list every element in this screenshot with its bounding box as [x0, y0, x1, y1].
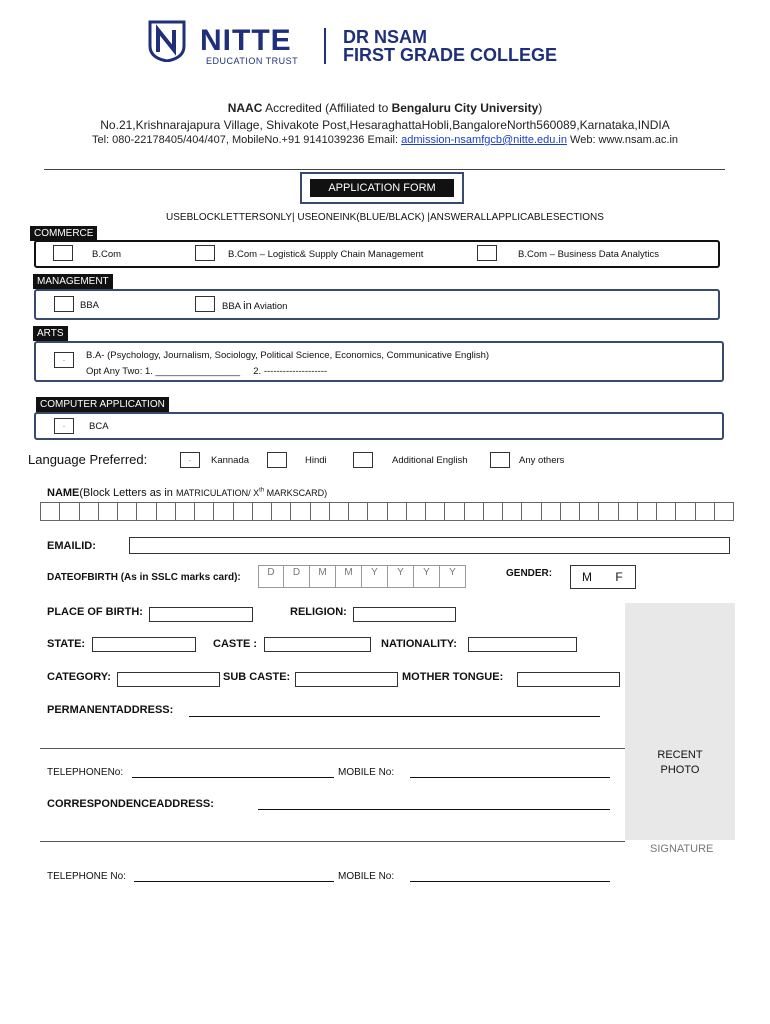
name-letter-box[interactable]: [484, 502, 503, 521]
instructions: USEBLOCKLETTERSONLY| USEONEINK(BLUE/BLACK) |ANSWERALLAPPLICABLESECTIONS: [166, 212, 604, 223]
any-others-label: Any others: [519, 455, 565, 466]
logo-subtitle: EDUCATION TRUST: [206, 56, 299, 66]
mother-tongue-field[interactable]: [517, 672, 620, 687]
telephone1-label: TELEPHONENo:: [47, 767, 124, 778]
dob-cell: M: [310, 565, 336, 588]
mobile2-label: MOBILE No:: [338, 871, 395, 882]
permanent-address-line2[interactable]: [40, 748, 625, 749]
sub-caste-label: SUB CASTE:: [223, 671, 291, 683]
name-letter-box[interactable]: [542, 502, 561, 521]
header-divider: [44, 169, 725, 170]
gender-m[interactable]: M: [582, 570, 592, 584]
name-letter-box[interactable]: [234, 502, 253, 521]
name-letter-box[interactable]: [657, 502, 676, 521]
dob-cell: Y: [362, 565, 388, 588]
email-link[interactable]: admission-nsamfgcb@nitte.edu.in: [401, 134, 567, 146]
college-name-line1: DR NSAM: [343, 27, 427, 47]
bca-label: BCA: [89, 421, 109, 432]
name-letter-box[interactable]: [426, 502, 445, 521]
mother-tongue-label: MOTHER TONGUE:: [402, 671, 504, 683]
religion-field[interactable]: [353, 607, 456, 622]
dob-field[interactable]: [258, 565, 466, 588]
name-letter-box[interactable]: [445, 502, 464, 521]
name-letter-box[interactable]: [291, 502, 310, 521]
section-management-label: MANAGEMENT: [33, 274, 113, 289]
bba-label: BBA: [80, 300, 100, 311]
kannada-checkbox[interactable]: .: [180, 452, 200, 468]
name-letter-box[interactable]: [137, 502, 156, 521]
mobile2-line[interactable]: [410, 881, 610, 882]
gender-f[interactable]: F: [615, 570, 623, 584]
name-letter-box[interactable]: [676, 502, 695, 521]
bcom-data-analytics-checkbox[interactable]: [477, 245, 497, 261]
bca-checkbox[interactable]: .: [54, 418, 74, 434]
state-field[interactable]: [92, 637, 196, 652]
name-letter-box[interactable]: [638, 502, 657, 521]
mobile1-line[interactable]: [410, 777, 610, 778]
name-letter-box[interactable]: [60, 502, 79, 521]
state-label: STATE:: [47, 638, 86, 650]
contact-line: Tel: 080-22178405/404/407, MobileNo.+91 9141039236 Email: admission-nsamfgcb@nitte.edu.in Web: www.nsam.ac.in: [91, 134, 679, 146]
bcom-checkbox[interactable]: [53, 245, 73, 261]
additional-english-checkbox[interactable]: [353, 452, 373, 468]
additional-english-label: Additional English: [392, 455, 468, 466]
email-label: EMAILID:: [47, 540, 96, 552]
kannada-label: Kannada: [211, 455, 250, 466]
permanent-address-line[interactable]: [189, 716, 600, 717]
name-letter-box[interactable]: [118, 502, 137, 521]
section-computer-box: [34, 412, 724, 440]
any-others-checkbox[interactable]: [490, 452, 510, 468]
bcom-logistics-label: B.Com – Logistic& Supply Chain Management: [228, 249, 424, 260]
bba-checkbox[interactable]: [54, 296, 74, 312]
mobile1-label: MOBILE No:: [338, 767, 395, 778]
permanent-address-label: PERMANENTADDRESS:: [47, 704, 174, 716]
nationality-field[interactable]: [468, 637, 577, 652]
name-letter-box[interactable]: [696, 502, 715, 521]
photo-caption: RECENT PHOTO: [657, 749, 703, 776]
dob-label: DATEOFBIRTH (As in SSLC marks card):: [47, 572, 241, 583]
name-letter-box[interactable]: [715, 502, 734, 521]
name-letter-box[interactable]: [253, 502, 272, 521]
dob-cell: M: [336, 565, 362, 588]
place-of-birth-field[interactable]: [149, 607, 253, 622]
name-letter-box[interactable]: [99, 502, 118, 521]
nitte-logo-icon: [148, 20, 186, 62]
name-letter-box[interactable]: [330, 502, 349, 521]
address-line: No.21,Krishnarajapura Village, Shivakote Post,HesaraghattaHobli,BangaloreNorth560089,Karnataka,INDIA: [100, 118, 670, 132]
correspondence-address-line[interactable]: [258, 809, 610, 810]
telephone2-line[interactable]: [134, 881, 334, 882]
bba-aviation-checkbox[interactable]: [195, 296, 215, 312]
dob-cell: D: [284, 565, 310, 588]
dob-cell: Y: [440, 565, 466, 588]
correspondence-address-line2[interactable]: [40, 841, 625, 842]
name-letter-box[interactable]: [388, 502, 407, 521]
accreditation-line: NAAC Accredited (Affiliated to Bengaluru City University): [227, 101, 543, 115]
name-letter-box[interactable]: [311, 502, 330, 521]
hindi-label: Hindi: [305, 455, 327, 466]
name-letter-box[interactable]: [580, 502, 599, 521]
telephone2-label: TELEPHONE No:: [47, 871, 126, 882]
gender-field[interactable]: [570, 565, 636, 589]
name-letter-box[interactable]: [195, 502, 214, 521]
section-management-box: [34, 289, 720, 320]
correspondence-address-label: CORRESPONDENCEADDRESS:: [47, 798, 214, 810]
sub-caste-field[interactable]: [295, 672, 398, 687]
logo-divider: [324, 28, 326, 64]
name-letter-box[interactable]: [40, 502, 60, 521]
name-letter-box[interactable]: [465, 502, 484, 521]
name-letter-box[interactable]: [503, 502, 522, 521]
name-input-grid[interactable]: [40, 502, 734, 521]
email-field[interactable]: [129, 537, 730, 554]
section-commerce-label: COMMERCE: [30, 226, 97, 241]
telephone1-line[interactable]: [132, 777, 334, 778]
nationality-label: NATIONALITY:: [381, 638, 457, 650]
caste-field[interactable]: [264, 637, 371, 652]
language-label: Language Preferred:: [28, 452, 148, 467]
bcom-label: B.Com: [92, 249, 122, 260]
dob-cell: Y: [388, 565, 414, 588]
name-letter-box[interactable]: [157, 502, 176, 521]
bcom-data-analytics-label: B.Com – Business Data Analytics: [518, 249, 659, 260]
bcom-logistics-checkbox[interactable]: [195, 245, 215, 261]
ba-checkbox[interactable]: .: [54, 352, 74, 368]
logo-name: NITTE: [200, 24, 292, 57]
name-letter-box[interactable]: [619, 502, 638, 521]
name-letter-box[interactable]: [214, 502, 233, 521]
name-letter-box[interactable]: [368, 502, 387, 521]
name-letter-box[interactable]: [522, 502, 541, 521]
name-letter-box[interactable]: [349, 502, 368, 521]
section-arts-label: ARTS: [33, 326, 68, 341]
signature-label: SIGNATURE: [650, 843, 714, 855]
college-name-line2: FIRST GRADE COLLEGE: [343, 45, 558, 65]
form-title: APPLICATION FORM: [310, 179, 454, 197]
name-label: NAME(Block Letters as in MATRICULATION/ Xth MARKSCARD): [47, 487, 328, 499]
name-letter-box[interactable]: [407, 502, 426, 521]
dob-cell: Y: [414, 565, 440, 588]
name-letter-box[interactable]: [272, 502, 291, 521]
name-letter-box[interactable]: [80, 502, 99, 521]
category-field[interactable]: [117, 672, 220, 687]
name-letter-box[interactable]: [561, 502, 580, 521]
ba-opt-any-two: Opt Any Two: 1. ________________ 2. --------------------: [86, 366, 328, 377]
ba-label: B.A- (Psychology, Journalism, Sociology, Political Science, Economics, Communicative English): [86, 350, 490, 361]
bba-aviation-label: BBA in Aviation: [222, 300, 288, 312]
photo-placeholder: [625, 603, 735, 840]
name-letter-box[interactable]: [176, 502, 195, 521]
section-computer-label: COMPUTER APPLICATION: [36, 397, 169, 412]
place-of-birth-label: PLACE OF BIRTH:: [47, 606, 143, 618]
religion-label: RELIGION:: [290, 606, 347, 618]
dob-cell: D: [258, 565, 284, 588]
category-label: CATEGORY:: [47, 671, 111, 683]
hindi-checkbox[interactable]: [267, 452, 287, 468]
gender-label: GENDER:: [506, 568, 553, 579]
caste-label: CASTE :: [213, 638, 257, 650]
name-letter-box[interactable]: [599, 502, 618, 521]
